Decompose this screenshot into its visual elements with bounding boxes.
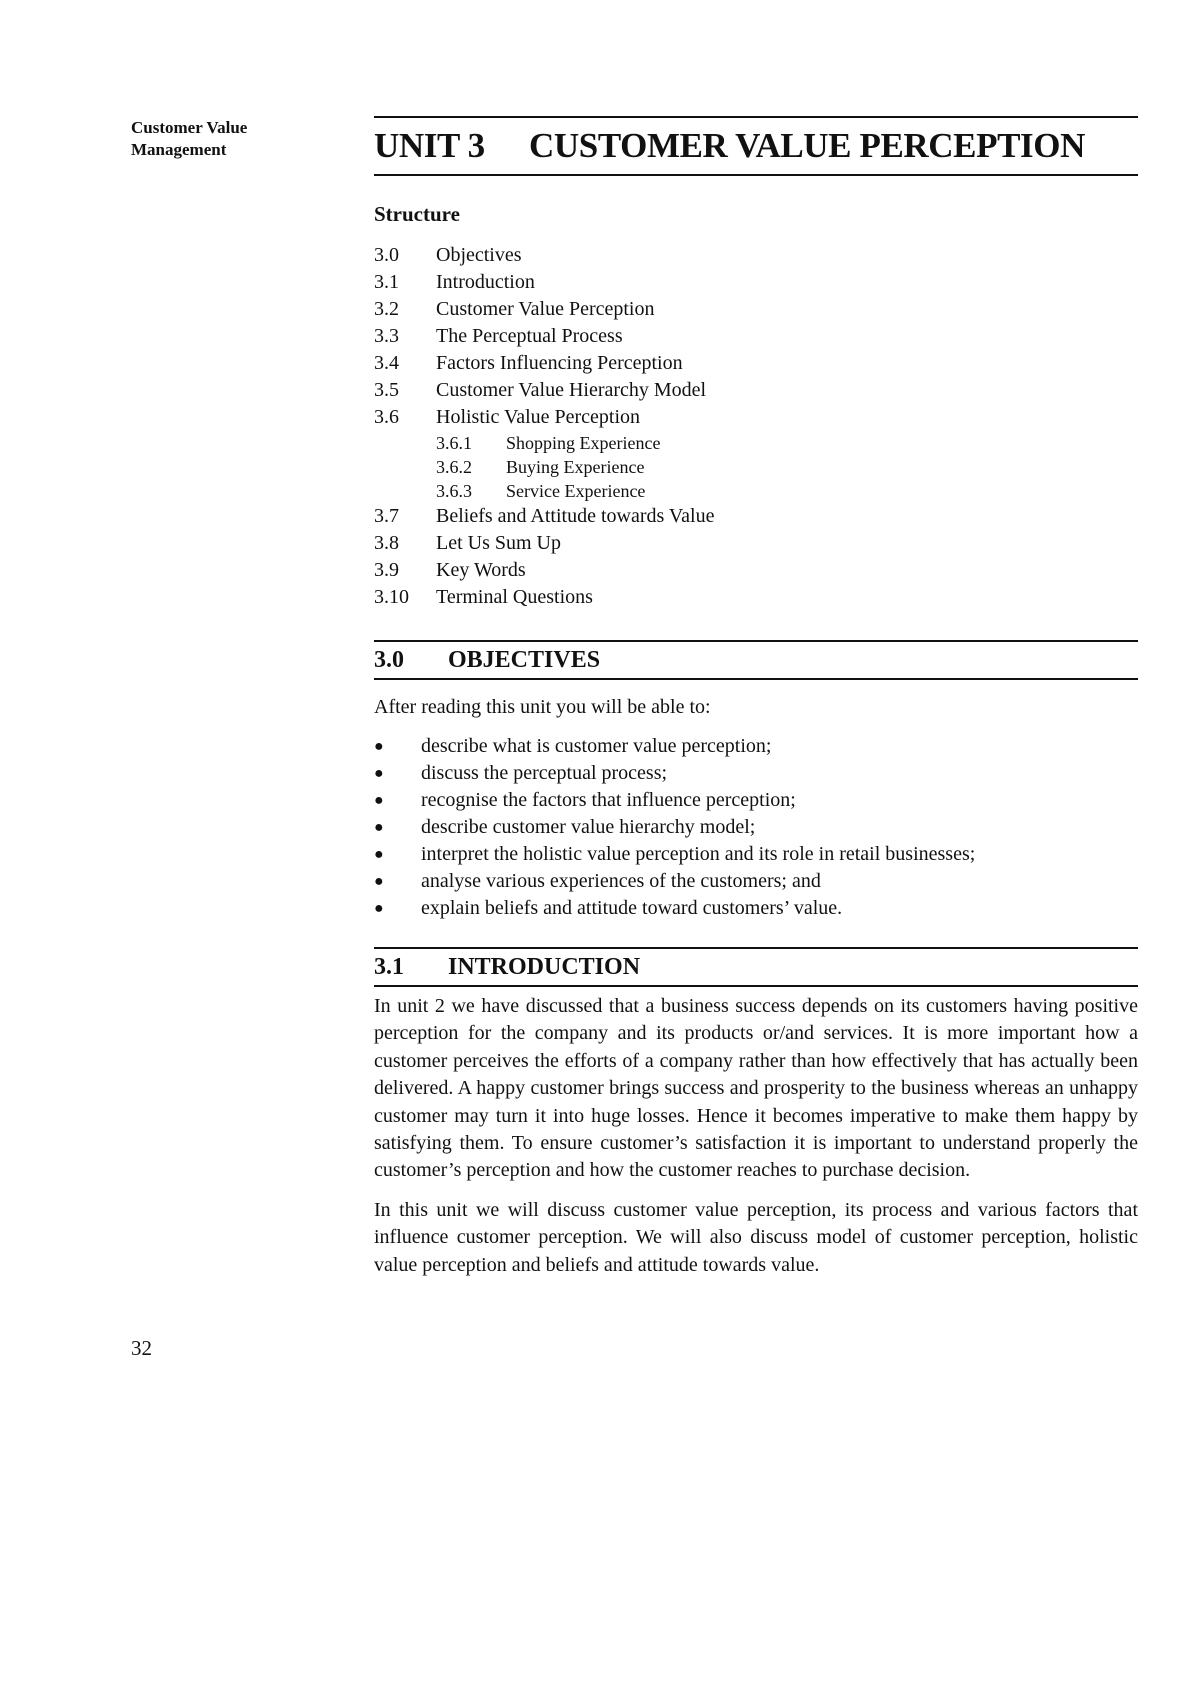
list-item-text: describe customer value hierarchy model;	[421, 816, 756, 838]
list-item	[374, 787, 1138, 814]
toc-item	[374, 530, 1138, 557]
bullet-icon: ●	[374, 900, 384, 917]
list-item-text: explain beliefs and attitude toward customers’ value.	[421, 897, 843, 919]
toc-item	[374, 296, 1138, 323]
list-item	[374, 760, 1138, 787]
list-item-text: describe what is customer value perception;	[421, 735, 772, 757]
toc-item	[374, 503, 1138, 530]
objectives-lead: After reading this unit you will be able to:	[374, 696, 711, 718]
introduction-paragraph: In this unit we will discuss customer value perception, its process and various factors that influence customer perception. We will also discuss model of customer perception, holistic value perception and beliefs and attitude towards value.	[374, 1198, 1138, 1276]
toc-item	[374, 323, 1138, 350]
section-number: 3.1	[374, 953, 404, 980]
toc-subitem-number: 3.6.3	[436, 481, 472, 501]
toc-item-number: 3.3	[374, 325, 399, 347]
toc-subitem	[374, 479, 1138, 503]
page-content	[374, 116, 1138, 1279]
toc-item-label: Customer Value Hierarchy Model	[436, 379, 707, 401]
toc-subitem-number: 3.6.1	[436, 433, 472, 453]
bullet-icon: ●	[374, 738, 384, 755]
toc-item-number: 3.9	[374, 559, 399, 581]
objectives-heading	[374, 640, 1138, 680]
list-item	[374, 895, 1138, 922]
toc-item-label: The Perceptual Process	[436, 325, 623, 347]
list-item	[374, 814, 1138, 841]
list-item	[374, 733, 1138, 760]
toc-subitem	[374, 431, 1138, 455]
toc-subitem-label: Buying Experience	[506, 457, 645, 477]
list-item-text: discuss the perceptual process;	[421, 762, 668, 784]
introduction-paragraph: In unit 2 we have discussed that a business success depends on its customers having positive perception for the company and its products or/and services. It is more important how a customer perceives the efforts of a company rather than how effectively that has actually been delivered. A happy customer brings success and prosperity to the business whereas an unhappy customer may turn it into huge losses. Hence it becomes imperative to make them happy by satisfying them. To ensure customer’s satisfaction it is important to understand properly the customer’s perception and how the customer reaches to purchase decision.	[374, 995, 1138, 1182]
page-number: 32	[131, 1336, 152, 1360]
toc-item	[374, 242, 1138, 269]
structure-list	[374, 242, 1138, 611]
toc-item-label: Objectives	[436, 244, 522, 266]
toc-item-number: 3.4	[374, 352, 399, 374]
toc-item-label: Factors Influencing Perception	[436, 352, 683, 374]
toc-subitem-number: 3.6.2	[436, 457, 472, 477]
toc-item	[374, 377, 1138, 404]
toc-item-label: Let Us Sum Up	[436, 532, 561, 554]
toc-item-label: Introduction	[436, 271, 535, 293]
toc-item-number: 3.5	[374, 379, 399, 401]
unit-title: CUSTOMER VALUE PERCEPTION	[529, 126, 1085, 165]
section-title: OBJECTIVES	[448, 646, 601, 673]
list-item	[374, 868, 1138, 895]
bullet-icon: ●	[374, 873, 384, 890]
toc-item	[374, 404, 1138, 431]
running-title: Customer Value Management	[131, 118, 248, 159]
toc-item-number: 3.0	[374, 244, 399, 266]
toc-item	[374, 557, 1138, 584]
section-number: 3.0	[374, 646, 404, 673]
toc-item-number: 3.8	[374, 532, 399, 554]
list-item	[374, 841, 1138, 868]
toc-item-number: 3.1	[374, 271, 399, 293]
bullet-icon: ●	[374, 792, 384, 809]
toc-item	[374, 269, 1138, 296]
toc-item-label: Beliefs and Attitude towards Value	[436, 505, 715, 527]
list-item-text: recognise the factors that influence perception;	[421, 789, 796, 811]
unit-number: UNIT 3	[374, 126, 485, 165]
toc-item-label: Holistic Value Perception	[436, 406, 641, 428]
bullet-icon: ●	[374, 846, 384, 863]
toc-subitem	[374, 455, 1138, 479]
list-item-text: analyse various experiences of the customers; and	[421, 870, 821, 892]
objectives-list	[374, 733, 1138, 922]
toc-item-number: 3.2	[374, 298, 399, 320]
toc-item-label: Customer Value Perception	[436, 298, 655, 320]
toc-item-label: Key Words	[436, 559, 526, 581]
toc-subitem-label: Service Experience	[506, 481, 646, 501]
bullet-icon: ●	[374, 819, 384, 836]
section-title: INTRODUCTION	[448, 953, 641, 980]
toc-item-number: 3.6	[374, 406, 399, 428]
toc-item	[374, 350, 1138, 377]
toc-subitem-label: Shopping Experience	[506, 433, 661, 453]
unit-heading	[374, 116, 1138, 176]
introduction-heading	[374, 947, 1138, 987]
bullet-icon: ●	[374, 765, 384, 782]
toc-item-number: 3.10	[374, 586, 409, 608]
toc-item	[374, 584, 1138, 611]
list-item-text: interpret the holistic value perception and its role in retail businesses;	[421, 843, 976, 865]
toc-item-label: Terminal Questions	[436, 586, 593, 608]
toc-item-number: 3.7	[374, 505, 399, 527]
structure-heading: Structure	[374, 202, 460, 226]
